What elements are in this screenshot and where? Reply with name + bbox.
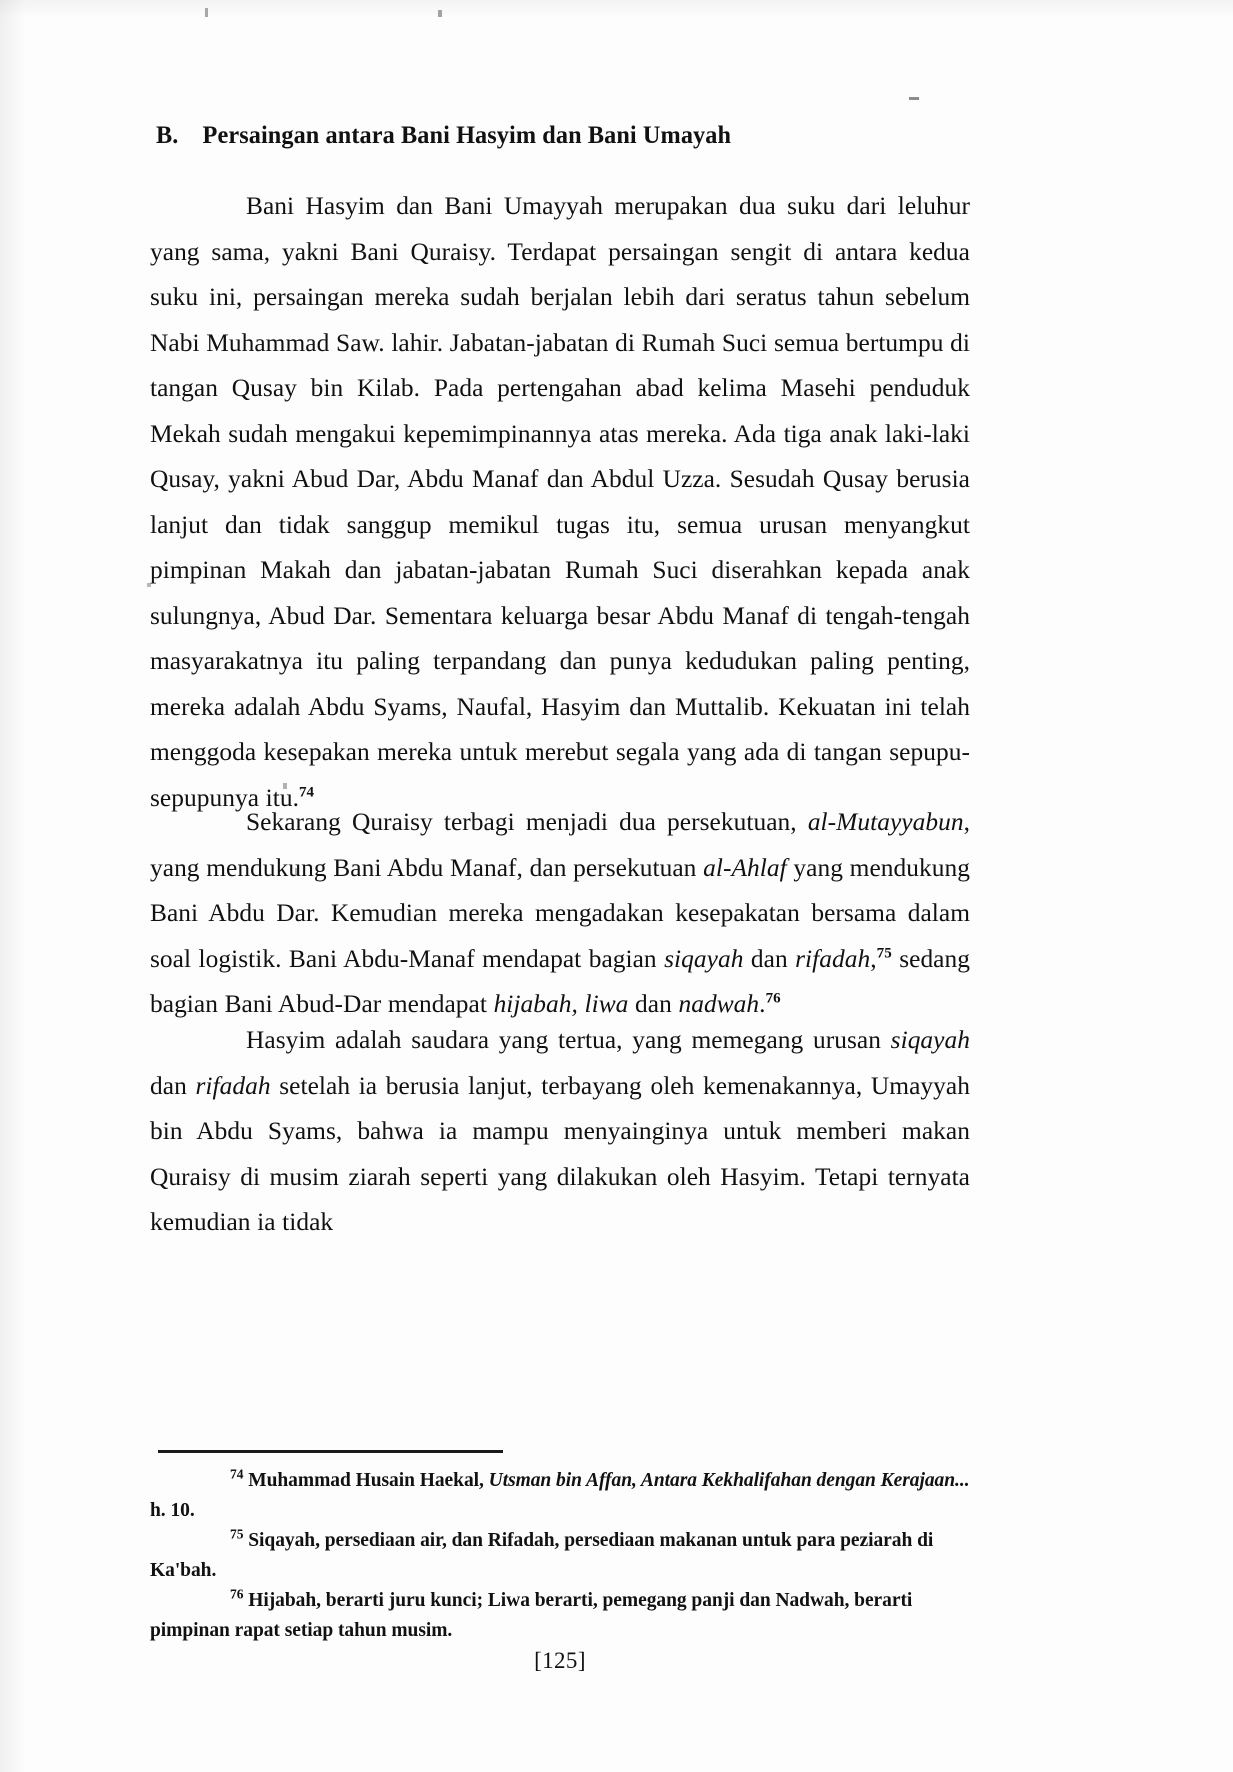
page-number: [125] (534, 1648, 586, 1673)
footnote-reference[interactable]: 74 (299, 784, 315, 801)
italic-term: rifadah (195, 1071, 271, 1100)
footnote-item: $^{76}$ Hijabah, berarti juru kunci; Liwa berarti, pemegang panji dan Nadwah, berarti pimpinan rapat setiap tahun musim. (150, 1586, 913, 1641)
italic-term: hijabah, liwa (493, 990, 629, 1018)
italic-term: al-Mutayyabun (807, 808, 964, 836)
section-heading (156, 122, 731, 150)
body-paragraph-2: Sekarang Quraisy terbagi menjadi dua persekutuan, al-Mutayyabun, yang mendukung Bani Abdu Manaf, dan persekutuan al-Ahlaf yang mendukung Bani Abdu Dar. Kemudian mereka mengadakan kesepakatan bersama dalam soal logistik. Bani Abdu-Manaf mendapat bagian siqayah dan rifadah,$^{75}$ sedang bagian Bani Abud-Dar mendapat hijabah, liwa dan nadwah.$^{76}$ (150, 808, 971, 1018)
footnote-separator-rule (158, 1450, 503, 1453)
scan-speck (205, 8, 208, 17)
footnote-item: $^{74}$ Muhammad Husain Haekal, Utsman bin Affan, Antara Kekhalifahan dengan Kerajaan... h. 10. (150, 1466, 970, 1521)
italic-term: siqayah (664, 944, 744, 973)
section-title: Persaingan antara Bani Hasyim dan Bani Umayah (202, 122, 732, 149)
footnote-marker: 74 (230, 1466, 244, 1482)
scan-edge-shadow-left (0, 0, 26, 1772)
scan-speck (438, 10, 442, 17)
footnote-item: $^{75}$ Siqayah, persediaan air, dan Rifadah, persediaan makanan untuk para peziarah di Ka'bah. (150, 1526, 934, 1581)
italic-term: rifadah (795, 944, 871, 973)
italic-term: nadwah (678, 990, 760, 1018)
body-paragraph-3: Hasyim adalah saudara yang tertua, yang memegang urusan siqayah dan rifadah setelah ia berusia lanjut, terbayang oleh kemenakannya, Umayyah bin Abdu Syams, bahwa ia mampu menyainginya untuk memberi makan Quraisy di musim ziarah seperti yang dilakukan oleh Hasyim. Tetapi ternyata kemudian ia tidak (150, 1026, 970, 1236)
scan-edge-shadow-top (0, 0, 1233, 18)
section-letter: B. (156, 122, 179, 149)
footnote-reference[interactable]: 75 (876, 945, 892, 962)
footnote-block (150, 1466, 970, 1646)
footnote-marker: 75 (230, 1526, 244, 1542)
footnote-reference[interactable]: 76 (765, 990, 781, 1007)
italic-term: siqayah (890, 1026, 970, 1054)
footnote-marker: 76 (230, 1586, 244, 1602)
italic-term: al-Ahlaf (703, 853, 787, 882)
scan-speck (909, 97, 919, 100)
body-paragraph-1: Bani Hasyim dan Bani Umayyah merupakan dua suku dari leluhur yang sama, yakni Bani Quraisy. Terdapat persaingan sengit di antara kedua suku ini, persaingan mereka sudah berjalan lebih dari seratus tahun sebelum Nabi Muhammad Saw. lahir. Jabatan-jabatan di Rumah Suci semua bertumpu di tangan Qusay bin Kilab. Pada pertengahan abad kelima Masehi penduduk Mekah sudah mengakui kepemimpinannya atas mereka. Ada tiga anak laki-laki Qusay, yakni Abud Dar, Abdu Manaf dan Abdul Uzza. Sesudah Qusay berusia lanjut dan tidak sanggup memikul tugas itu, semua urusan menyangkut pimpinan Makah dan jabatan-jabatan Rumah Suci diserahkan kepada anak sulungnya, Abud Dar. Sementara keluarga besar Abdu Manaf di tengah-tengah masyarakatnya itu paling terpandang dan punya kedudukan paling penting, mereka adalah Abdu Syams, Naufal, Hasyim dan Muttalib. Kekuatan ini telah menggoda kesepakan mereka untuk merebut segala yang ada di tangan sepupu-sepupunya itu.$^{74}$ (150, 192, 970, 812)
italic-term: Utsman bin Affan, Antara Kekhalifahan dengan Kerajaan... (488, 1470, 970, 1491)
